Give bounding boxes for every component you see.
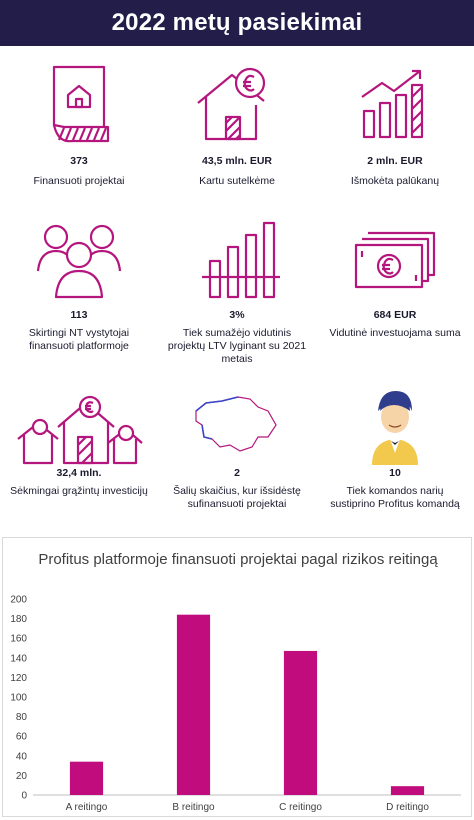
x-tick-label: B reitingo [172,802,215,813]
lithuania-map-icon [192,381,282,471]
y-tick-label: 100 [10,692,27,704]
stat-description: Finansuoti projektai [33,175,125,187]
stat-description: Skirtingi NT vystytojai finansuoti platformoje [28,327,130,352]
stat-raised-together [158,55,316,205]
growth-chart-icon [350,61,440,151]
y-tick-label: 140 [10,653,27,665]
stat-value: 10 [389,467,401,479]
header-banner [0,0,474,46]
stat-value: 113 [70,309,88,321]
y-tick-label: 180 [10,614,27,626]
house-document-icon [34,61,124,151]
y-tick-label: 120 [10,672,27,684]
stat-countries [158,375,316,535]
stat-description: Kartu sutelkėme [199,175,275,187]
team-member-icon [350,381,440,471]
bar-d-reitingo [391,786,424,795]
bar-a-reitingo [70,762,103,795]
y-tick-label: 40 [15,751,27,763]
bar-b-reitingo [177,615,210,795]
y-tick-label: 0 [21,790,27,802]
bar-c-reitingo [284,651,317,795]
y-tick-label: 80 [15,712,27,724]
people-group-icon [34,215,124,305]
chart-canvas [3,538,473,818]
risk-rating-chart [2,537,472,817]
y-tick-label: 160 [10,633,27,645]
stat-average-investment [316,205,474,375]
stat-value: 2 mln. EUR [367,155,423,167]
stat-value: 373 [70,155,88,167]
y-tick-label: 60 [15,731,27,743]
stat-returned-investments [0,375,158,535]
stat-description: Tiek komandos narių sustiprino Profitus komandą [330,485,460,510]
stat-description: Sėkmingai grąžintų investicijų [10,485,148,497]
stat-description: Vidutinė investuojama suma [329,327,461,339]
stat-value: 3% [229,309,245,321]
page-title: 2022 metų pasiekimai [111,9,363,36]
x-tick-label: C reitingo [279,802,322,813]
x-tick-label: D reitingo [386,802,429,813]
stat-value: 43,5 mln. EUR [201,155,273,167]
stat-interest-paid [316,55,474,205]
stat-value: 684 EUR [373,309,417,321]
bar-chart-icon [192,215,282,305]
stat-description: Išmokėta palūkanų [350,175,440,187]
stat-financed-projects [0,55,158,205]
stat-value: 2 [234,467,240,479]
house-euro-icon [192,61,282,151]
banknote-euro-icon [350,215,440,305]
stat-description: Šalių skaičius, kur išsidėstę sufinansuoti projektai [173,485,301,510]
stat-ltv-decrease [158,205,316,375]
stat-value: 32,4 mln. [56,467,102,479]
stat-description: Tiek sumažėjo vidutinis projektų LTV lyginant su 2021 metais [167,327,307,365]
stat-developers [0,205,158,375]
y-tick-label: 20 [15,770,27,782]
x-tick-label: A reitingo [65,802,108,813]
houses-euro-icon [14,381,144,471]
stat-team-members [316,375,474,535]
chart-title: Profitus platformoje finansuoti projektai pagal rizikos reitingą [38,551,438,568]
y-tick-label: 200 [10,594,27,606]
